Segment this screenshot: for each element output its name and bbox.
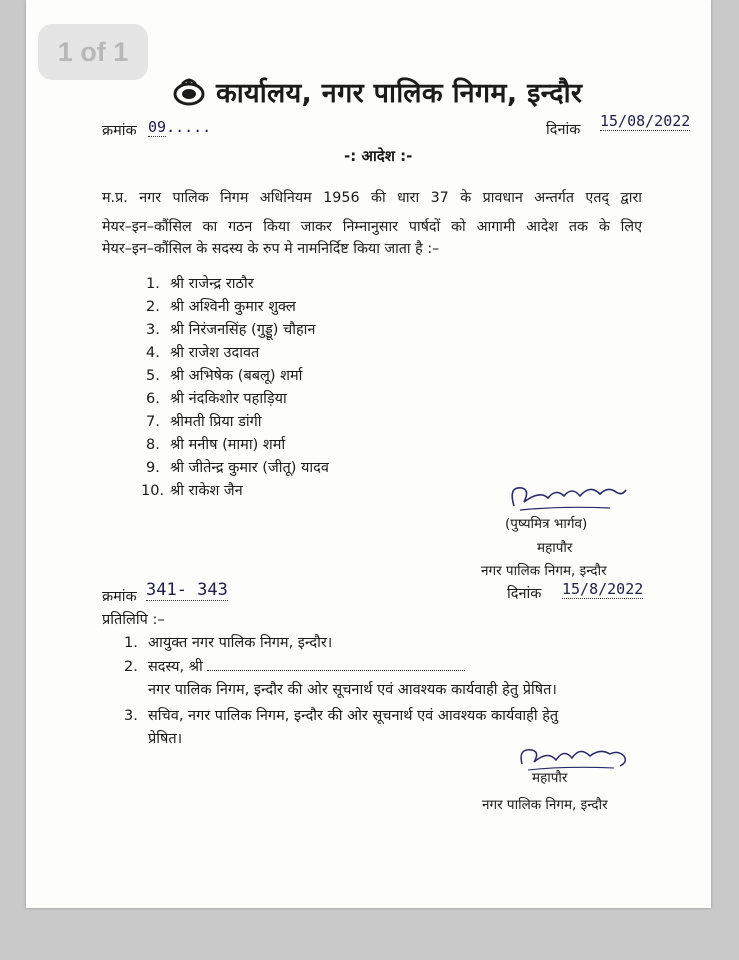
kramank-value: 09.....: [148, 118, 212, 136]
copy-item: 3. सचिव, नगर पालिक निगम, इन्दौर की ओर सूचनार्थ एवं आवश्यक कार्यवाही हेतु: [124, 708, 559, 724]
body-paragraph-line-2: मेयर–इन–कौंसिल का गठन किया जाकर निम्नानुसार पार्षदों को आगामी आदेश तक के लिए: [102, 219, 642, 235]
copy-item-continuation: नगर पालिक निगम, इन्दौर की ओर सूचनार्थ एवं आवश्यक कार्यवाही हेतु प्रेषित।: [148, 682, 557, 698]
designation-2: महापौर: [532, 770, 568, 786]
signatory-name: (पुष्यमित्र भार्गव): [505, 516, 588, 532]
list-item: 1. श्री राजेन्द्र राठौर: [146, 276, 254, 292]
copy-item-continuation: प्रेषित।: [148, 731, 183, 747]
signatory-office: नगर पालिक निगम, इन्दौर: [481, 563, 607, 579]
kramank-value-2: 341- 343: [146, 580, 228, 600]
page-indicator: 1 of 1: [38, 24, 148, 80]
dinank-value-2: 15/8/2022: [562, 580, 644, 598]
copy-item: 2. सदस्य, श्री: [124, 656, 465, 676]
list-item: 10. श्री राकेश जैन: [141, 483, 243, 499]
order-heading: -: आदेश :-: [344, 147, 413, 165]
list-item: 9. श्री जीतेन्द्र कुमार (जीतू) यादव: [146, 460, 329, 476]
list-item: 2. श्री अश्विनी कुमार शुक्ल: [146, 299, 296, 315]
list-item: 8. श्री मनीष (मामा) शर्मा: [146, 437, 286, 453]
list-item: 5. श्री अभिषेक (बबलू) शर्मा: [146, 368, 303, 384]
list-item: 7. श्रीमती प्रिया डांगी: [146, 414, 262, 430]
pratilipi-label: प्रतिलिपि :–: [102, 612, 165, 628]
viewer-background-right: [711, 0, 739, 960]
viewer-background-bottom: [0, 908, 739, 960]
viewer-background-left: [0, 0, 26, 960]
signatory-designation: महापौर: [537, 540, 573, 556]
emblem-icon: [172, 74, 206, 108]
blank-line: [207, 670, 465, 671]
kramank-label: क्रमांक: [102, 123, 137, 139]
list-item: 4. श्री राजेश उदावत: [146, 345, 260, 361]
dinank-label-2: दिनांक: [507, 586, 542, 602]
list-item: 6. श्री नंदकिशोर पहाड़िया: [146, 391, 287, 407]
copy-item: 1. आयुक्त नगर पालिक निगम, इन्दौर।: [124, 635, 333, 651]
kramank-label-2: क्रमांक: [102, 589, 137, 605]
body-paragraph-line-1: म.प्र. नगर पालिक निगम अधिनियम 1956 की धारा 37 के प्रावधान अन्तर्गत एतद् द्वारा: [102, 190, 642, 206]
office-title: कार्यालय, नगर पालिक निगम, इन्दौर: [216, 78, 583, 109]
dinank-label: दिनांक: [546, 122, 581, 138]
dinank-value: 15/08/2022: [600, 112, 691, 130]
office-2: नगर पालिक निगम, इन्दौर: [482, 797, 608, 813]
list-item: 3. श्री निरंजनसिंह (गुड्डू) चौहान: [146, 322, 316, 338]
body-paragraph-line-3: मेयर–इन–कौंसिल के सदस्य के रुप मे नामनिर्दिष्ट किया जाता है :–: [102, 241, 440, 257]
